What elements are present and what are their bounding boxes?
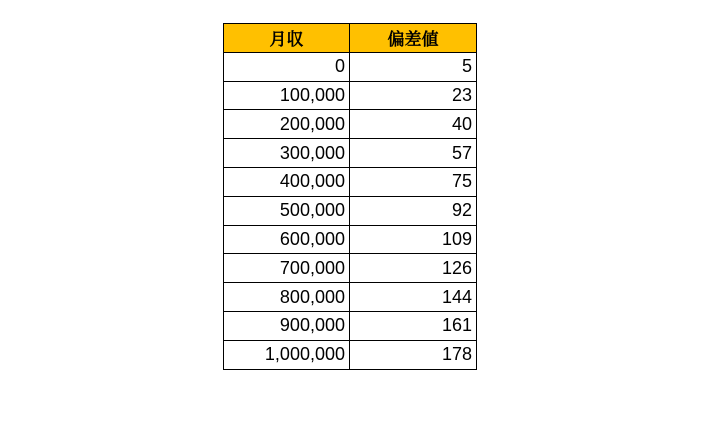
table-row bbox=[224, 52, 477, 81]
cell-monthly-income: 300,000 bbox=[224, 139, 350, 168]
cell-deviation-value: 144 bbox=[350, 283, 477, 312]
table-row bbox=[224, 225, 477, 254]
cell-deviation-value: 57 bbox=[350, 139, 477, 168]
income-deviation-table bbox=[223, 23, 477, 370]
cell-deviation-value: 109 bbox=[350, 225, 477, 254]
cell-monthly-income: 0 bbox=[224, 52, 350, 81]
cell-monthly-income: 900,000 bbox=[224, 311, 350, 340]
cell-deviation-value: 161 bbox=[350, 311, 477, 340]
cell-monthly-income: 700,000 bbox=[224, 254, 350, 283]
header-monthly-income: 月収 bbox=[224, 24, 350, 53]
cell-deviation-value: 23 bbox=[350, 81, 477, 110]
table-row bbox=[224, 81, 477, 110]
cell-monthly-income: 600,000 bbox=[224, 225, 350, 254]
cell-monthly-income: 200,000 bbox=[224, 110, 350, 139]
table-row bbox=[224, 139, 477, 168]
cell-monthly-income: 500,000 bbox=[224, 196, 350, 225]
cell-monthly-income: 400,000 bbox=[224, 167, 350, 196]
table-row bbox=[224, 254, 477, 283]
table-row bbox=[224, 283, 477, 312]
cell-deviation-value: 5 bbox=[350, 52, 477, 81]
table-container bbox=[223, 23, 477, 370]
cell-deviation-value: 75 bbox=[350, 167, 477, 196]
header-row bbox=[224, 24, 477, 53]
header-deviation-value: 偏差値 bbox=[350, 24, 477, 53]
table-row bbox=[224, 311, 477, 340]
table-row bbox=[224, 196, 477, 225]
cell-deviation-value: 126 bbox=[350, 254, 477, 283]
cell-deviation-value: 178 bbox=[350, 340, 477, 369]
table-row bbox=[224, 110, 477, 139]
table-row bbox=[224, 340, 477, 369]
table-row bbox=[224, 167, 477, 196]
cell-deviation-value: 40 bbox=[350, 110, 477, 139]
cell-monthly-income: 800,000 bbox=[224, 283, 350, 312]
cell-monthly-income: 100,000 bbox=[224, 81, 350, 110]
cell-monthly-income: 1,000,000 bbox=[224, 340, 350, 369]
cell-deviation-value: 92 bbox=[350, 196, 477, 225]
